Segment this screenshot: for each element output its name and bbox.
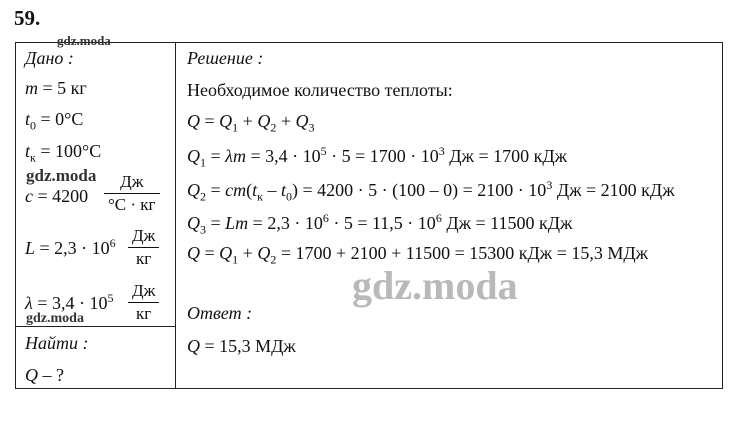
given-lambda-num: Дж bbox=[132, 281, 156, 300]
answer-header: Ответ : bbox=[187, 303, 253, 323]
given-c-num: Дж bbox=[120, 172, 144, 191]
watermark-left-2: gdz.moda bbox=[26, 311, 84, 326]
given-header: Дано : bbox=[25, 48, 74, 68]
given-t0: $t_0 = 0^\circ C$ bbox=[25, 109, 84, 133]
solution-line-4: $Q_3 = Lm = 2,3 \cdot 10^6 \cdot 5 = 11,5 \cdot 10^6$ Дж = 11500 кДж bbox=[187, 211, 573, 237]
solution-line-2: $Q_1 = \lambda m = 3,4 \cdot 10^5 \cdot 5 = 1700 \cdot 10^3$ Дж = 1700 кДж bbox=[187, 144, 568, 170]
solution-line-1: $Q = Q_1 + Q_2 + Q_3$ bbox=[187, 111, 315, 135]
watermark-top: gdz.moda bbox=[57, 33, 111, 48]
solution-line-5: $Q = Q_1 + Q_2 = 1700 + 2100 + 11500 = 15300$ кДж = 15,3 МДж bbox=[187, 243, 649, 267]
given-L-num: Дж bbox=[132, 226, 156, 245]
given-c-den: °C · кг bbox=[104, 193, 160, 215]
solution-line-3: $Q_2 = cm(t_к - t_0) = 4200 \cdot 5 \cdot (100 - 0) = 2100 \cdot 10^3$ Дж = 2100 кДж bbox=[187, 178, 675, 204]
given-lambda-unit bbox=[128, 281, 159, 324]
solution-intro: Необходимое количество теплоты: bbox=[187, 80, 453, 100]
given-mass: m = 5 кг bbox=[25, 78, 87, 98]
given-L: $L = 2,3 \cdot 10^6$ bbox=[25, 236, 116, 258]
given-lambda: $\lambda = 3,4 \cdot 10^5$ bbox=[25, 291, 114, 313]
given-L-unit bbox=[128, 226, 159, 269]
column-divider bbox=[175, 42, 176, 389]
watermark-center: gdz.moda bbox=[352, 263, 518, 308]
find-header: Найти : bbox=[25, 333, 89, 353]
given-c-unit bbox=[104, 172, 160, 215]
answer-value: Q = 15,3 МДж bbox=[187, 336, 296, 356]
solution-header: Решение : bbox=[187, 48, 264, 68]
watermark-left-1: gdz.moda bbox=[26, 166, 97, 185]
problem-number: 59. bbox=[14, 6, 41, 30]
find-item: Q – ? bbox=[25, 365, 64, 385]
given-tk: $t_к = 100^\circ C$ bbox=[25, 141, 102, 165]
given-lambda-den: кг bbox=[128, 302, 159, 324]
given-L-den: кг bbox=[128, 247, 159, 269]
given-c: c = 4200 bbox=[25, 186, 89, 206]
